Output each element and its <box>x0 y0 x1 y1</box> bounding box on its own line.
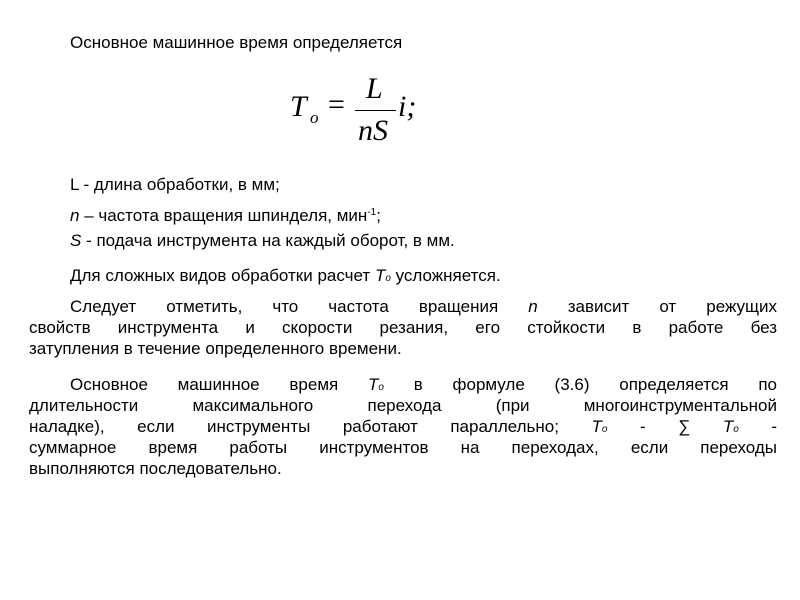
formula-tail: i; <box>398 90 417 123</box>
formula-denominator: nS <box>358 114 388 147</box>
paragraph-row <box>29 374 777 395</box>
formula-lhs: T <box>290 90 307 123</box>
paragraph-text: Следует отметить, что частота вращения <box>70 297 529 316</box>
paragraph-text: усложняется. <box>390 266 501 285</box>
paragraph-row: суммарное время работы инструментов на переходах, если переходы <box>29 438 777 457</box>
symbol-T: T <box>722 417 734 436</box>
subscript-o: o <box>733 424 739 435</box>
paragraph-text: Для сложных видов обработки расчет <box>70 266 375 285</box>
paragraph-row: длительности максимального перехода (при многоинструментальной <box>29 396 777 415</box>
definition-L <box>70 175 280 195</box>
formula-lhs-subscript: o <box>310 108 319 127</box>
paragraph-2 <box>29 296 777 359</box>
definition-S <box>70 231 455 251</box>
paragraph-text: - <box>738 417 778 436</box>
formula-numerator: L <box>366 72 383 105</box>
definition-tail: ; <box>376 206 381 225</box>
paragraph-row <box>29 296 777 317</box>
symbol-T: T <box>591 417 602 436</box>
symbol-T: T <box>367 375 379 394</box>
paragraph-row: свойств инструмента и скорости резания, его стойкости в работе без <box>29 318 777 337</box>
paragraph-row: выполняются последовательно. <box>29 459 282 478</box>
definition-text: - длина обработки, в мм; <box>78 175 280 194</box>
paragraph-text: зависит от режущих <box>537 297 778 316</box>
paragraph-row <box>29 416 777 437</box>
paragraph-1 <box>70 266 501 289</box>
definition-n <box>70 203 381 226</box>
paragraph-text: в формуле (3.6) определяется по <box>383 375 778 394</box>
formula-equals: = <box>328 88 345 121</box>
paragraph-row: затупления в течение определенного времени. <box>29 339 402 358</box>
symbol-T: T <box>374 266 386 285</box>
definition-symbol: L <box>70 175 79 194</box>
sum-sign: - ∑ <box>607 417 723 436</box>
definition-symbol: S <box>70 231 82 250</box>
paragraph-3 <box>29 374 777 479</box>
paragraph-text: Основное машинное время <box>70 375 368 394</box>
definition-text: - подача инструмента на каждый оборот, в мм. <box>81 231 455 250</box>
definition-superscript: -1 <box>367 207 377 218</box>
subscript-o: o <box>385 273 391 284</box>
symbol-n: n <box>528 297 538 316</box>
subscript-o: o <box>601 424 608 435</box>
paragraph-text: наладке), если инструменты работают параллельно; <box>29 417 592 436</box>
subscript-o: o <box>378 382 384 393</box>
definition-symbol: n <box>70 206 80 225</box>
intro-text: Основное машинное время определяется <box>70 33 403 52</box>
fraction-bar <box>355 110 396 111</box>
definition-text: – частота вращения шпинделя, мин <box>79 206 368 225</box>
